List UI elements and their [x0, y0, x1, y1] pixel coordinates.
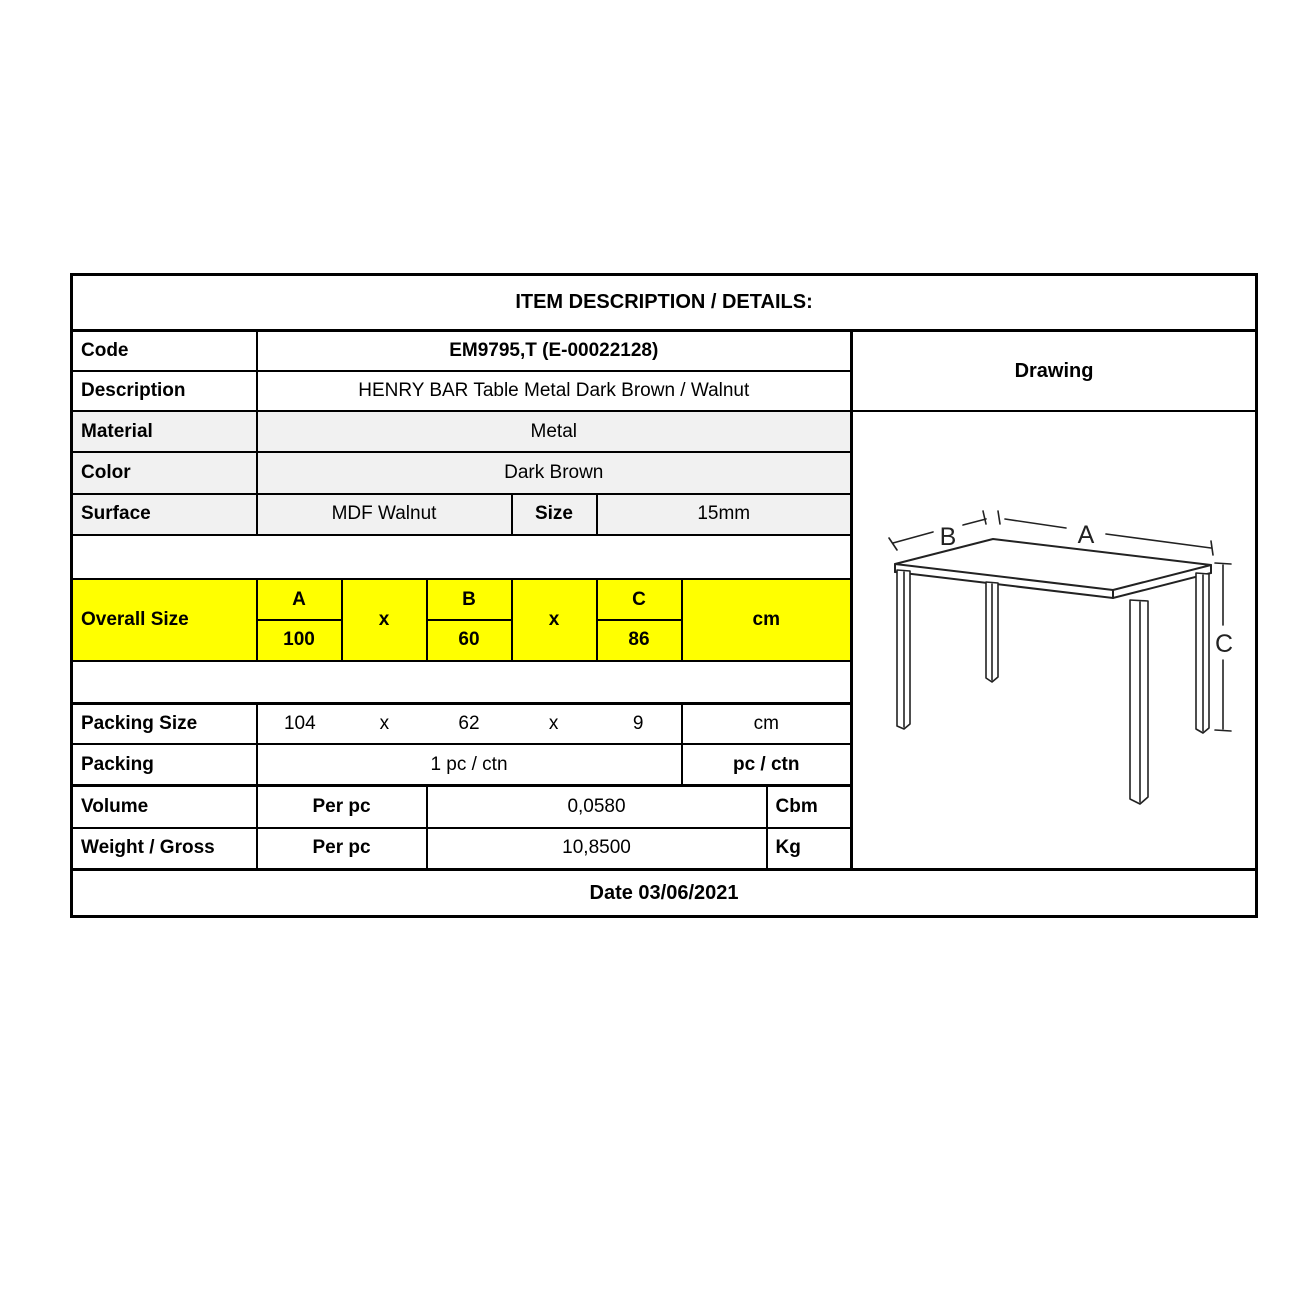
packing-size-b: 62 — [458, 713, 480, 734]
volume-value: 0,0580 — [427, 786, 767, 828]
sheet-title: ITEM DESCRIPTION / DETAILS: — [72, 275, 1257, 331]
code-label: Code — [72, 331, 257, 372]
weight-label: Weight / Gross — [72, 828, 257, 870]
color-label: Color — [72, 452, 257, 493]
surface-label: Surface — [72, 494, 257, 535]
drawing-title: Drawing — [852, 331, 1257, 412]
date-row: Date 03/06/2021 — [72, 870, 1257, 917]
weight-value: 10,8500 — [427, 828, 767, 870]
packing-size-x2: x — [548, 713, 559, 734]
packing-label: Packing — [72, 744, 257, 786]
overall-size-unit: cm — [682, 579, 852, 661]
packing-size-label: Packing Size — [72, 703, 257, 744]
packing-value: 1 pc / ctn — [257, 744, 682, 786]
drawing-dim-c-label: C — [1214, 630, 1234, 658]
code-value: EM9795,T (E-00022128) — [257, 331, 852, 372]
dim-b-name: B — [462, 588, 476, 610]
surface-size-label: Size — [512, 494, 597, 535]
volume-unit: Cbm — [767, 786, 852, 828]
dim-a-name: A — [292, 588, 306, 610]
dim-c-name: C — [632, 588, 646, 610]
surface-size-value: 15mm — [597, 494, 852, 535]
description-value: HENRY BAR Table Metal Dark Brown / Walnut — [257, 371, 852, 411]
packing-size-c: 9 — [632, 713, 644, 734]
spec-sheet — [70, 273, 1258, 918]
packing-size-a: 104 — [283, 713, 316, 734]
volume-label: Volume — [72, 786, 257, 828]
overall-size-x1: x — [342, 579, 427, 661]
drawing-dim-b-label: B — [939, 523, 957, 551]
overall-size-dim-c — [597, 579, 682, 661]
dim-a-value: 100 — [258, 619, 341, 660]
material-value: Metal — [257, 411, 852, 452]
overall-size-dim-a — [257, 579, 342, 661]
overall-size-label: Overall Size — [72, 579, 257, 661]
dim-c-value: 86 — [598, 619, 681, 660]
spacer-row — [72, 661, 852, 704]
description-label: Description — [72, 371, 257, 411]
item-details-table — [70, 273, 1258, 918]
packing-size-x1: x — [379, 713, 390, 734]
weight-unit: Kg — [767, 828, 852, 870]
packing-size-unit: cm — [682, 703, 852, 744]
material-label: Material — [72, 411, 257, 452]
spacer-row — [72, 535, 852, 579]
packing-size-values — [257, 703, 682, 744]
surface-value: MDF Walnut — [257, 494, 512, 535]
drawing-area — [852, 411, 1257, 870]
packing-unit: pc / ctn — [682, 744, 852, 786]
color-value: Dark Brown — [257, 452, 852, 493]
weight-per: Per pc — [257, 828, 427, 870]
table-drawing — [853, 412, 1252, 862]
overall-size-x2: x — [512, 579, 597, 661]
overall-size-dim-b — [427, 579, 512, 661]
drawing-dim-a-label: A — [1077, 521, 1095, 549]
volume-per: Per pc — [257, 786, 427, 828]
dim-b-value: 60 — [428, 619, 511, 660]
